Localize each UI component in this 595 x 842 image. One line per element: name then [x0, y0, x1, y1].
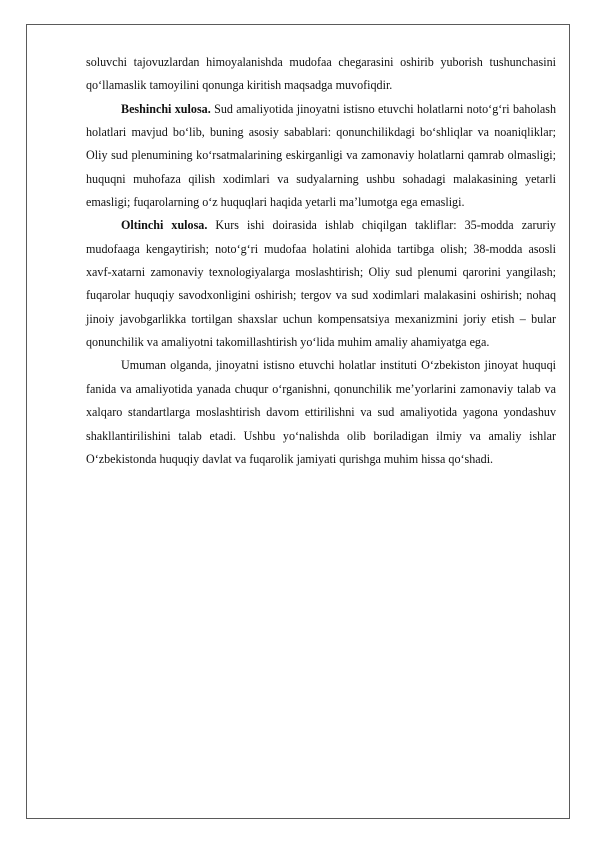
paragraph-general-conclusion — [86, 354, 556, 471]
paragraph-text: Sud amaliyotida jinoyatni istisno etuvchi holatlarni noto‘g‘ri baholash holatlari mavjud bo‘lib, buning asosiy sabablari: qonunchilikdagi bo‘shliqlar va noaniqliklar; Oliy sud plenumining ko‘rsatmalarining eskirganligi va zamonaviy holatlarni qamrab olmasligi; huquqni muhofaza qilish xodimlari va sudyalarning ushbu sohadagi malakasining yetarli emasligi; fuqarolarning o‘z huquqlari haqida yetarli ma’lumotga ega emasligi. — [86, 101, 557, 210]
paragraph-text: Kurs ishi doirasida ishlab chiqilgan takliflar: 35-modda zaruriy mudofaaga kengaytirish; noto‘g‘ri mudofaa holatini alohida tartibga olish; 38-modda asosli xavf-xatarni zamonaviy texnologiyalarga moslashtirish; Oliy sud plenumi qarorini yangilash; fuqarolar huquqiy savodxonligini oshirish; tergov va sud xodimlari malakasini oshirish; nohaq jinoiy javobgarlikka tortilgan shaxslar uchun kompensatsiya mexanizmini joriy etish – bular qonunchilik va amaliyotni takomillashtirish yo‘lida muhim amaliy ahamiyatga ega. — [86, 218, 556, 350]
paragraph-heading: Beshinchi xulosa. — [121, 101, 211, 116]
paragraph-sixth-conclusion — [86, 214, 556, 354]
document-body — [86, 51, 556, 471]
paragraph-text: soluvchi tajovuzlardan himoyalanishda mudofaa chegarasini oshirib yuborish tushunchasini qo‘llamaslik tamoyilini qonunga kiritish maqsadga muvofiqdir. — [86, 55, 556, 93]
paragraph-text: Umuman olganda, jinoyatni istisno etuvchi holatlar instituti O‘zbekiston jinoyat huquqi fanida va amaliyotida yanada chuqur o‘rganishni, qonunchilik me’yorlarini zamonaviy talab va xalqaro standartlarga moslashtirish davom ettirilishni va sud amaliyotida yagona yondashuv shakllantirilishini talab etadi. Ushbu yo‘nalishda olib boriladigan ilmiy va amaliy ishlar O‘zbekistonda huquqiy davlat va fuqarolik jamiyati qurishga muhim hissa qo‘shadi. — [86, 358, 556, 466]
paragraph-fifth-conclusion — [86, 98, 556, 215]
paragraph-continuation — [86, 51, 556, 98]
paragraph-heading: Oltinchi xulosa. — [121, 218, 208, 233]
